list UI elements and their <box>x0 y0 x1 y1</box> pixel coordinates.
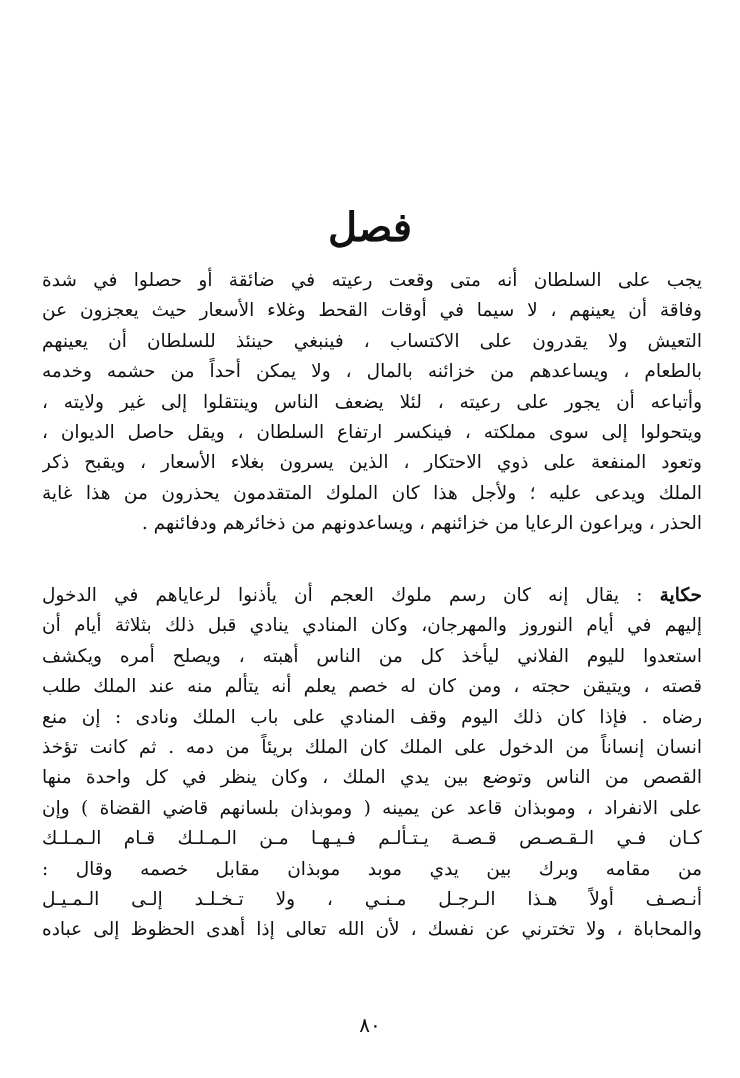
story-label: حكاية <box>659 585 702 606</box>
paragraph-1 <box>42 266 702 540</box>
text-line: والمحاباة ، ولا تخترني عن نفسك ، لأن الله تعالى إذا أهدى الحظوظ إلى عباده <box>42 919 702 941</box>
text-line: وأتباعه أن يجور على رعيته ، لئلا يضعف الناس وينتقلوا إلى غير ولايته ، <box>42 391 702 413</box>
text-line: الحذر ، ويراعون الرعايا من خزائنهم ، ويساعدونهم من ذخائرهم ودفائنهم . <box>141 513 702 535</box>
text-line: القصص من الناس وتوضع بين يدي الملك ، وكان ينظر في كل واحدة منها <box>42 767 702 789</box>
text-line: انسان إنساناً من الدخول على الملك كان الملك بريئاً من دمه . ثم كانت تؤخذ <box>42 736 702 758</box>
text-line: بالطعام ، ويساعدهم من خزائنه بالمال ، ولا يمكن أحداً من حشمه وخدمه <box>42 361 702 383</box>
text-line: الملك ويدعى عليه ؛ ولأجل هذا كان الملوك المتقدمون يحذرون من هذا غاية <box>42 482 702 504</box>
text-line: استعدوا لليوم الفلاني ليأخذ كل من الناس أهبته ، ويصلح أمره ويكشف <box>42 645 702 667</box>
text-line: يجب على السلطان أنه متى وقعت رعيته في ضائقة أو حصلوا في شدة <box>42 270 702 291</box>
text-line: وفاقة أن يعينهم ، لا سيما في أوقات القحط وغلاء الأسعار حيث يعجزون عن <box>42 300 702 322</box>
text-line: من مقامه وبرك بين يدي موبد موبذان مقابل خصمه وقال : <box>42 858 702 880</box>
text-line: رضاه . فإذا كان ذلك اليوم وقف المنادي على باب الملك ونادى : إن منع <box>42 706 702 728</box>
text-line: ويتحولوا إلى سوى مملكته ، فينكسر ارتفاع السلطان ، ويقل حاصل الديوان ، <box>42 421 702 443</box>
text-line <box>42 581 702 611</box>
text-line: وتعود المنفعة على ذوي الاحتكار ، الذين يسرون بغلاء الأسعار ، ويقبح ذكر <box>42 452 702 474</box>
text-line: كـان فـي الـقـصـص قـصـة يـتـألـم فـيـهـا مـن الـمـلـك قـام الـمـلـك <box>42 828 702 850</box>
text-line: التعيش ولا يقدرون على الاكتساب ، فينبغي حينئذ للسلطان أن يعينهم <box>42 330 702 352</box>
section-heading: فصل <box>327 204 413 251</box>
paragraph-2 <box>42 581 702 946</box>
text-line: قصته ، ويتيقن حجته ، ومن كان له خصم يعلم أنه يتألم منه عند الملك طلب <box>42 676 702 698</box>
text-line: إليهم في أيام النوروز والمهرجان، وكان المنادي ينادي قبل ذلك بثلاثة أيام أن <box>42 615 702 637</box>
text-line: على الانفراد ، وموبذان قاعد عن يمينه ( وموبذان بلسانهم قاضي القضاة ) وإن <box>42 797 702 819</box>
page-number: ٨٠ <box>359 1013 381 1037</box>
text-line: أنـصـف أولاً هـذا الـرجـل مـنـي ، ولا تـخـلـد إلـى الـمـيـل <box>42 888 702 910</box>
story-first-line: : يقال إنه كان رسم ملوك العجم أن يأذنوا لرعاياهم في الدخول <box>42 585 643 606</box>
